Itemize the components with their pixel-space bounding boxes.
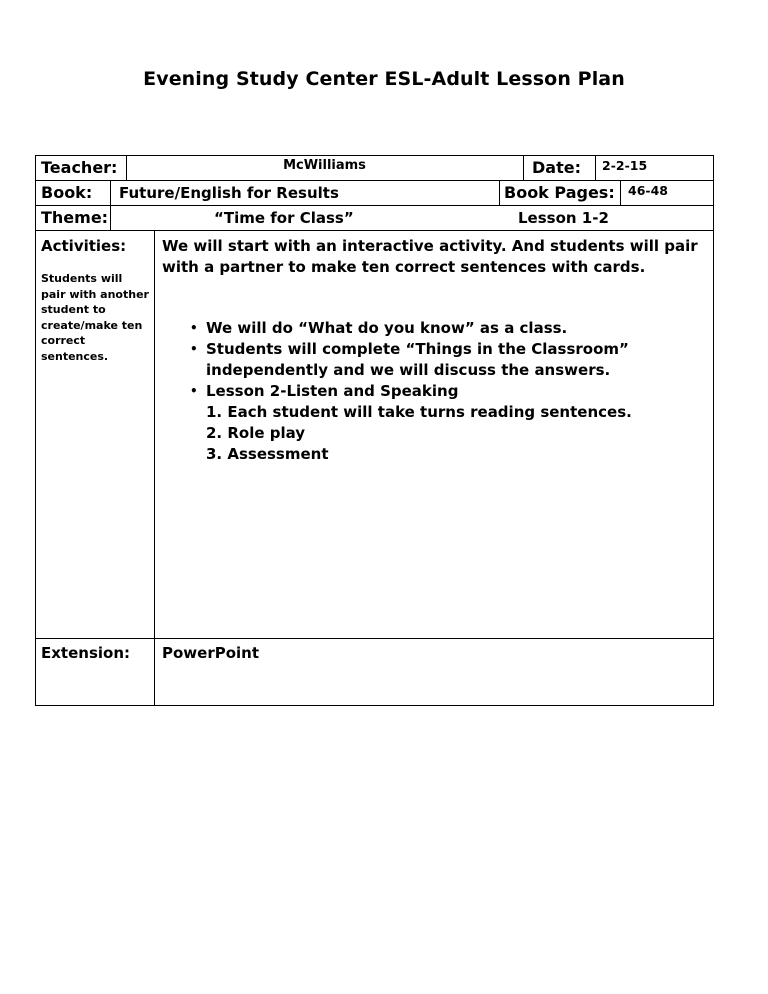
lesson-steps-list <box>206 402 705 465</box>
list-item: • Students will complete “Things in the Classroom” independently and we will discuss the answers. <box>190 340 629 379</box>
bullet-icon: • <box>190 342 198 356</box>
extension-row <box>36 639 713 705</box>
theme-row <box>36 206 713 231</box>
activities-side <box>36 231 154 638</box>
date-label: Date: <box>532 158 581 177</box>
list-item: 3. Assessment <box>206 445 329 463</box>
list-item: 1. Each student will take turns reading sentences. <box>206 403 632 421</box>
activities-intro: We will start with an interactive activity. And students will pair with a partner to make ten correct sentences with cards. <box>162 237 698 276</box>
book-title: Future/English for Results <box>119 184 339 202</box>
lesson-value: Lesson 1-2 <box>518 209 609 227</box>
bullet-icon: • <box>190 384 198 398</box>
list-item: • We will do “What do you know” as a class. <box>190 319 568 337</box>
teacher-label: Teacher: <box>41 158 118 177</box>
activities-label: Activities: <box>41 237 127 255</box>
bullet-icon: • <box>190 321 198 335</box>
extension-value: PowerPoint <box>162 644 260 662</box>
lesson-plan-table <box>35 155 714 706</box>
page-title: Evening Study Center ESL-Adult Lesson Plan <box>143 68 625 90</box>
list-item: 2. Role play <box>206 424 306 442</box>
book-pages-value: 46-48 <box>628 183 668 198</box>
book-row <box>36 181 713 206</box>
book-label: Book: <box>41 183 93 202</box>
list-item: • Lesson 2-Listen and Speaking 1. Each student will take turns reading sentences. 2. Role play 3. Assessment <box>190 381 705 465</box>
activities-body <box>154 231 713 638</box>
date-value: 2-2-15 <box>602 158 648 173</box>
activities-row <box>36 231 713 639</box>
theme-value: “Time for Class” <box>214 209 354 227</box>
teacher-row <box>36 156 713 181</box>
extension-label: Extension: <box>41 644 130 662</box>
book-pages-label: Book Pages: <box>504 183 615 202</box>
teacher-name: McWilliams <box>283 158 366 173</box>
activities-side-note: Students will pair with another student to create/make ten correct sentences. <box>41 272 149 363</box>
activities-bullet-list <box>162 318 705 465</box>
theme-label: Theme: <box>41 208 109 227</box>
